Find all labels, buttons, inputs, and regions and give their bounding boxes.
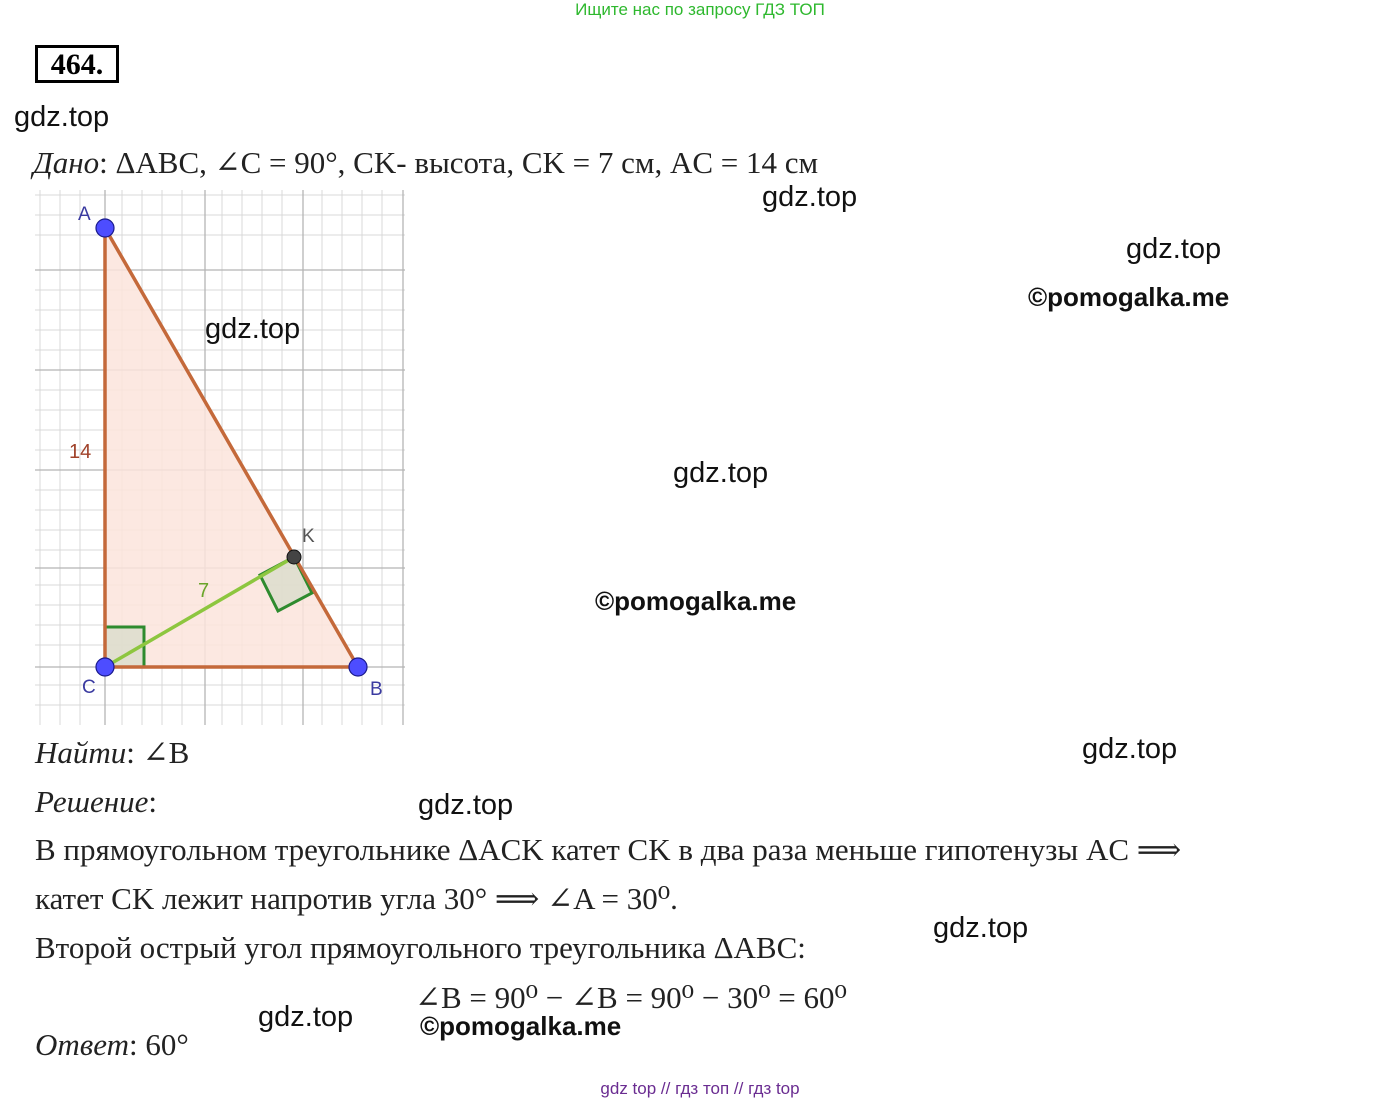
watermark-text: gdz.top xyxy=(933,912,1029,944)
watermark-text: gdz.top xyxy=(205,313,301,345)
solution-formula: ∠B = 90⁰ − ∠B = 90⁰ − 30⁰ = 60⁰ xyxy=(415,980,847,1015)
watermark-text: gdz.top xyxy=(762,181,858,213)
watermark-text: gdz.top xyxy=(418,789,514,821)
solution-colon: : xyxy=(148,784,157,819)
watermark-text: gdz.top xyxy=(258,1001,354,1033)
label-c: C xyxy=(82,677,96,698)
solution-heading xyxy=(35,784,157,820)
point-k xyxy=(287,550,301,564)
label-ac-length: 14 xyxy=(69,441,92,463)
watermark-text: gdz.top xyxy=(1082,733,1178,765)
problem-number: 464. xyxy=(35,45,119,83)
solution-line-2: катет CK лежит напротив угла 30° ⟹ ∠A = 30⁰. xyxy=(35,881,678,916)
solution-line-1: В прямоугольном треугольнике ΔACK катет CK в два раза меньше гипотенузы AC ⟹ xyxy=(35,832,1182,867)
footer-links: gdz top // гдз топ // гдз top xyxy=(600,1079,800,1098)
find-line xyxy=(35,735,189,771)
copyright-text: ©pomogalka.me xyxy=(1028,282,1230,312)
given-text: : ΔABC, ∠C = 90°, CK- высота, CK = 7 см, AC = 14 см xyxy=(99,145,819,180)
given-line xyxy=(33,145,818,181)
triangle-figure xyxy=(35,190,410,730)
copyright-text: ©pomogalka.me xyxy=(420,1011,622,1041)
top-banner: Ищите нас по запросу ГДЗ ТОП xyxy=(575,0,825,19)
watermark-text: gdz.top xyxy=(1126,233,1222,265)
given-label: Дано xyxy=(33,145,100,180)
solution-label: Решение xyxy=(35,784,149,819)
answer-line xyxy=(35,1027,189,1063)
label-a: A xyxy=(78,204,91,225)
label-k: K xyxy=(302,526,315,547)
point-a xyxy=(96,219,114,237)
answer-text: : 60° xyxy=(128,1027,189,1062)
find-text: : ∠B xyxy=(126,735,190,770)
label-ck-length: 7 xyxy=(198,580,210,602)
point-b xyxy=(349,658,367,676)
watermark-text: gdz.top xyxy=(673,457,769,489)
answer-label: Ответ xyxy=(35,1027,129,1062)
solution-line-3: Второй острый угол прямоугольного треугольника ΔABC: xyxy=(35,930,806,965)
point-c xyxy=(96,658,114,676)
watermark-text: gdz.top xyxy=(14,101,110,133)
find-label: Найти xyxy=(35,735,127,770)
copyright-text: ©pomogalka.me xyxy=(595,586,797,616)
label-b: B xyxy=(370,679,383,700)
